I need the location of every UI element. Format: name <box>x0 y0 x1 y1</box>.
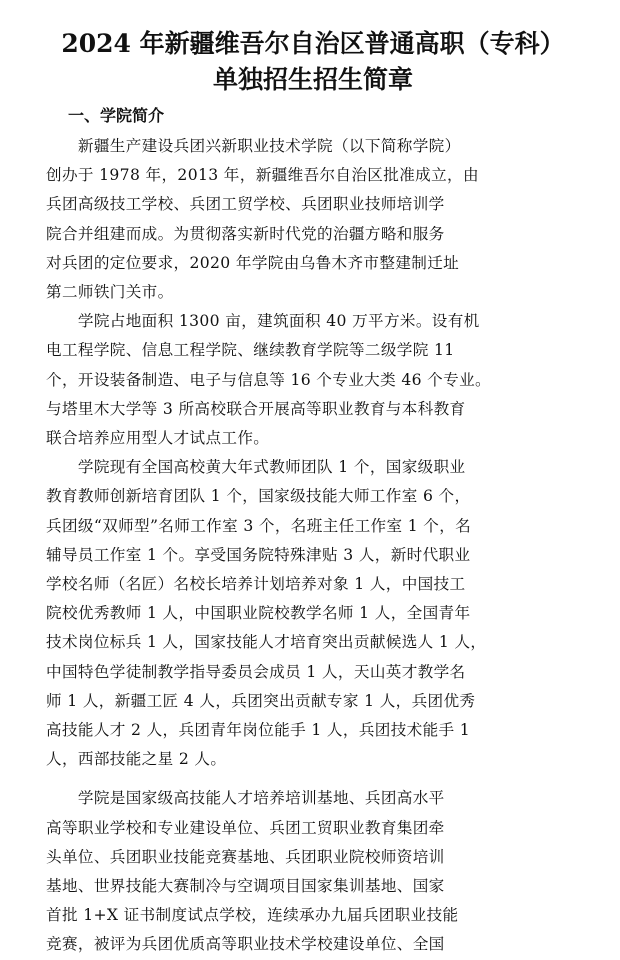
paragraph-line: 基地、世界技能大赛制冷与空调项目国家集训基地、国家 <box>46 877 445 896</box>
paragraph-line: 创办于 1978 年，2013 年，新疆维吾尔自治区批准成立，由 <box>46 166 479 185</box>
paragraph-honors <box>46 784 580 959</box>
paragraph-line: 电工程学院、信息工程学院、继续教育学院等二级学院 11 <box>46 341 455 360</box>
paragraph-line: 学校名师（名匠）名校长培养计划培养对象 1 人，中国技工 <box>46 575 466 594</box>
paragraph-line: 个，开设装备制造、电子与信息等 16 个专业大类 46 个专业。 <box>46 370 491 389</box>
document-body <box>46 132 580 960</box>
paragraph-line: 头单位、兵团职业技能竞赛基地、兵团职业院校师资培训 <box>46 847 445 866</box>
section-heading: 一、学院简介 <box>68 106 165 125</box>
paragraph-line: 与塔里木大学等 3 所高校联合开展高等职业教育与本科教育 <box>46 399 466 418</box>
paragraph-line: 辅导员工作室 1 个。享受国务院特殊津贴 3 人，新时代职业 <box>46 545 471 564</box>
paragraph-line: 高等职业学校和专业建设单位、兵团工贸职业教育集团牵 <box>46 818 445 837</box>
title-line-1: 2024 年新疆维吾尔自治区普通高职（专科） <box>61 29 565 58</box>
paragraph-spacer <box>46 774 580 784</box>
paragraph-line: 院合并组建而成。为贯彻落实新时代党的治疆方略和服务 <box>46 224 445 243</box>
paragraph-line: 联合培养应用型人才试点工作。 <box>46 429 270 448</box>
paragraph-line: 学院现有全国高校黄大年式教师团队 1 个，国家级职业 <box>46 458 466 477</box>
paragraph-line: 竞赛，被评为兵团优质高等职业技术学校建设单位、全国 <box>46 935 445 954</box>
paragraph-line: 技术岗位标兵 1 人，国家技能人才培育突出贡献候选人 1 人， <box>46 633 487 652</box>
paragraph-intro <box>46 132 580 307</box>
paragraph-line: 学院占地面积 1300 亩，建筑面积 40 万平方米。设有机 <box>46 312 480 331</box>
paragraph-line: 学院是国家级高技能人才培养培训基地、兵团高水平 <box>46 789 445 808</box>
document-title <box>46 26 580 98</box>
paragraph-line: 院校优秀教师 1 人，中国职业院校教学名师 1 人，全国青年 <box>46 604 471 623</box>
paragraph-line: 首批 1+X 证书制度试点学校，连续承办九届兵团职业技能 <box>46 906 459 925</box>
paragraph-line: 人，西部技能之星 2 人。 <box>46 750 227 769</box>
paragraph-line: 教育教师创新培育团队 1 个，国家级技能大师工作室 6 个， <box>46 487 471 506</box>
paragraph-line: 新疆生产建设兵团兴新职业技术学院（以下简称学院） <box>46 137 461 155</box>
paragraph-line: 师 1 人，新疆工匠 4 人，兵团突出贡献专家 1 人，兵团优秀 <box>46 691 476 710</box>
title-line-2: 单独招生招生简章 <box>212 65 413 94</box>
paragraph-line: 高技能人才 2 人，兵团青年岗位能手 1 人，兵团技术能手 1 <box>46 721 471 740</box>
paragraph-line: 中国特色学徒制教学指导委员会成员 1 人，天山英才教学名 <box>46 662 466 681</box>
paragraph-line: 兵团高级技工学校、兵团工贸学校、兵团职业技师培训学 <box>46 195 445 214</box>
paragraph-line: 对兵团的定位要求，2020 年学院由乌鲁木齐市整建制迁址 <box>46 253 460 272</box>
paragraph-faculty <box>46 453 580 774</box>
paragraph-campus <box>46 307 580 453</box>
paragraph-line: 第二师铁门关市。 <box>46 283 174 302</box>
paragraph-line: 兵团级“双师型”名师工作室 3 个，名班主任工作室 1 个，名 <box>46 516 472 535</box>
